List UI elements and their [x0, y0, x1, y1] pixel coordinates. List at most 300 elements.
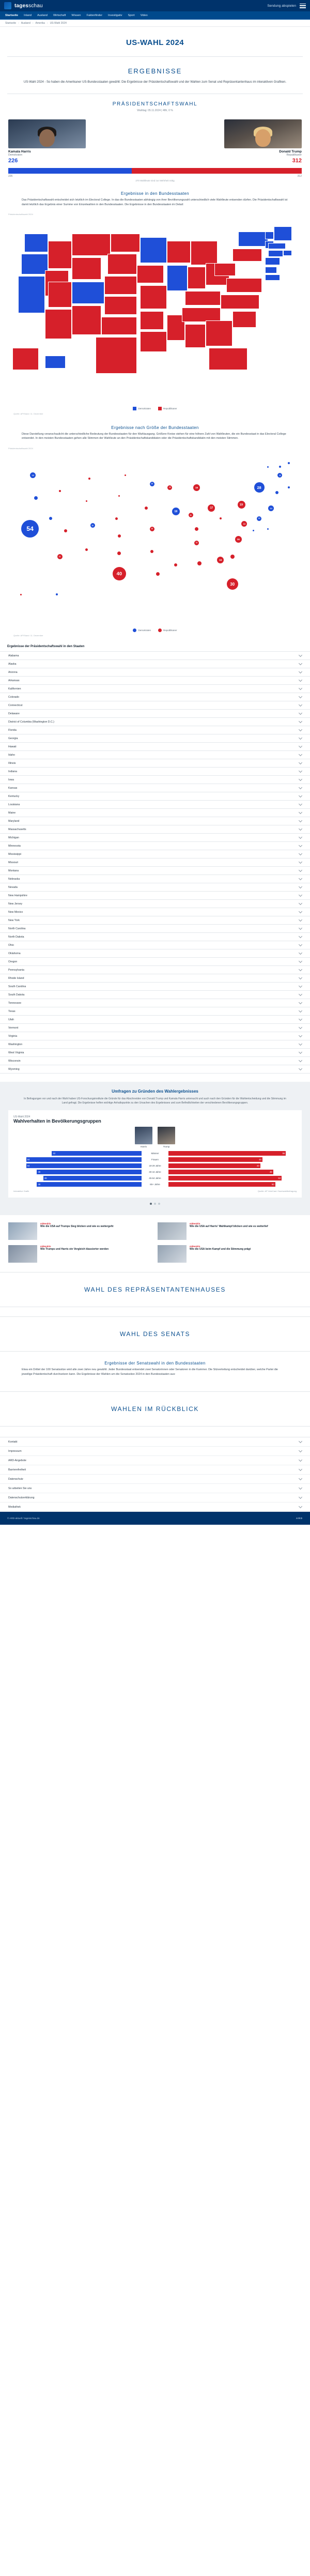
teaser-kicker: mittendrin	[190, 1222, 200, 1225]
teaser-title[interactable]: Wie die USA beim Kampf und die Stimmung prägt	[190, 1248, 251, 1251]
chevron-down-icon[interactable]	[299, 794, 302, 798]
chevron-down-icon[interactable]	[299, 769, 302, 773]
chevron-down-icon[interactable]	[299, 728, 302, 731]
state-name: West Virginia	[8, 1051, 24, 1054]
bubble-state-az[interactable]: 11	[57, 554, 63, 559]
footer-link[interactable]	[0, 1447, 310, 1456]
chevron-down-icon[interactable]	[299, 753, 302, 756]
teaser-2[interactable]	[8, 1245, 152, 1263]
map-state-ga[interactable]	[206, 320, 233, 346]
bubble-state-dc[interactable]	[253, 530, 254, 531]
candidate-votes: 312	[292, 157, 302, 164]
state-accordion-row[interactable]	[0, 1049, 310, 1057]
chevron-down-icon[interactable]	[299, 670, 302, 673]
footer-link[interactable]	[0, 1484, 310, 1493]
chevron-down-icon[interactable]	[299, 744, 302, 748]
bubble-state-ca[interactable]: 54	[21, 520, 39, 538]
bubble-state-co[interactable]: 10	[90, 523, 95, 528]
map-state-ca[interactable]	[18, 276, 45, 313]
chevron-down-icon[interactable]	[299, 1059, 302, 1062]
bubble-state-mo[interactable]: 10	[150, 527, 154, 531]
state-name: Michigan	[8, 836, 19, 839]
map-state-la[interactable]	[140, 331, 167, 351]
bubble-state-ar[interactable]	[150, 550, 153, 553]
state-accordion-row[interactable]	[0, 949, 310, 958]
footer-bottom	[0, 1512, 310, 1525]
state-accordion-row[interactable]	[0, 850, 310, 858]
state-accordion-row[interactable]	[0, 892, 310, 900]
map-state-ky[interactable]	[185, 291, 221, 306]
chevron-down-icon[interactable]	[299, 662, 302, 665]
state-accordion-row[interactable]	[0, 825, 310, 834]
map-state-in[interactable]	[188, 267, 206, 289]
bubble-state-il[interactable]: 19	[172, 508, 180, 515]
bubble-state-nv[interactable]	[49, 517, 52, 520]
map-state-me[interactable]	[274, 226, 292, 241]
state-accordion-row[interactable]	[0, 1007, 310, 1016]
state-accordion-row[interactable]	[0, 941, 310, 949]
bubble-state-in[interactable]: 11	[189, 513, 193, 517]
map-state-ia[interactable]	[137, 265, 164, 284]
chevron-down-icon[interactable]	[299, 1495, 302, 1499]
usa-bubble-map[interactable]	[0, 450, 310, 637]
map-state-mn[interactable]	[140, 237, 167, 263]
carousel-dot-1[interactable]	[150, 1203, 152, 1205]
chevron-down-icon[interactable]	[299, 1067, 302, 1070]
bubble-state-md[interactable]: 10	[257, 516, 261, 521]
breadcrumb-item-1[interactable]: Ausland	[21, 21, 30, 25]
state-accordion-row[interactable]	[0, 759, 310, 768]
results-headline: ERGEBNISSE	[128, 67, 182, 75]
bar-harris	[13, 1170, 142, 1174]
state-accordion-row[interactable]	[0, 685, 310, 693]
breadcrumb-sep-icon: ›	[18, 21, 19, 25]
chevron-down-icon[interactable]	[299, 1034, 302, 1037]
map-state-wi[interactable]	[167, 241, 191, 263]
bubble-state-ne[interactable]	[115, 517, 118, 520]
main-navigation[interactable]	[0, 11, 310, 20]
teaser-grid	[0, 1215, 310, 1263]
chevron-down-icon[interactable]	[299, 1505, 302, 1508]
chevron-down-icon[interactable]	[299, 943, 302, 946]
teaser-0[interactable]	[8, 1222, 152, 1240]
bubble-state-de[interactable]	[267, 528, 269, 530]
state-name: Oregon	[8, 960, 18, 963]
state-accordion-row[interactable]	[0, 875, 310, 883]
candidate-name: Kamala Harris	[8, 149, 31, 154]
bar-value: 54	[27, 1164, 30, 1168]
state-accordion-row[interactable]	[0, 776, 310, 784]
bubble-state-nm[interactable]	[85, 548, 88, 551]
map-state-sd[interactable]	[107, 254, 137, 274]
map-state-wa[interactable]	[24, 234, 48, 252]
state-accordion-row[interactable]	[0, 925, 310, 933]
state-accordion-row[interactable]	[0, 784, 310, 792]
chevron-down-icon[interactable]	[299, 926, 302, 930]
chevron-down-icon[interactable]	[299, 777, 302, 781]
footer-link[interactable]	[0, 1456, 310, 1465]
map-state-sc[interactable]	[233, 311, 256, 328]
teaser-title[interactable]: Wie die USA auf Harris' Wahlkampf blicken und wie es weiterlief	[190, 1225, 268, 1229]
state-accordion-row[interactable]	[0, 908, 310, 916]
banner-retro[interactable]: WAHLEN IM RÜCKBLICK	[0, 1391, 310, 1427]
bubble-state-nh[interactable]	[279, 466, 281, 468]
map-state-hi[interactable]	[45, 356, 66, 369]
nav-item-0[interactable]: Startseite	[5, 13, 19, 17]
chevron-down-icon[interactable]	[299, 703, 302, 707]
chevron-down-icon[interactable]	[299, 976, 302, 979]
bubble-state-mn[interactable]: 10	[150, 482, 154, 486]
state-accordion-row[interactable]	[0, 933, 310, 941]
bubble-state-ak[interactable]	[20, 594, 22, 595]
nav-item-4[interactable]: Wissen	[71, 13, 81, 17]
state-accordion-row[interactable]	[0, 652, 310, 660]
bubble-state-wv[interactable]	[220, 517, 222, 519]
map-state-mi[interactable]	[191, 241, 218, 265]
chevron-down-icon[interactable]	[299, 802, 302, 806]
site-brand[interactable]	[14, 3, 43, 9]
chevron-down-icon[interactable]	[299, 885, 302, 888]
state-accordion-row[interactable]	[0, 751, 310, 759]
chevron-down-icon[interactable]	[299, 844, 302, 847]
chevron-down-icon[interactable]	[299, 910, 302, 913]
chevron-down-icon[interactable]	[299, 819, 302, 822]
state-accordion-row[interactable]	[0, 1016, 310, 1024]
bar-category-label: 30-44 Jahre	[149, 1171, 161, 1174]
state-accordion-row[interactable]	[0, 900, 310, 908]
chevron-down-icon[interactable]	[299, 992, 302, 996]
map-state-ut[interactable]	[48, 282, 72, 308]
chevron-down-icon[interactable]	[299, 695, 302, 698]
state-accordion-row[interactable]	[0, 1040, 310, 1049]
state-accordion-row[interactable]	[0, 726, 310, 734]
footer-links[interactable]	[0, 1437, 310, 1512]
chevron-down-icon[interactable]	[299, 951, 302, 955]
chevron-down-icon[interactable]	[299, 653, 302, 657]
nav-item-1[interactable]: Inland	[24, 13, 32, 17]
bubble-state-or[interactable]	[34, 496, 38, 500]
brand-area[interactable]	[4, 2, 43, 9]
chevron-down-icon[interactable]	[299, 1467, 302, 1471]
state-accordion-row[interactable]	[0, 660, 310, 668]
map-state-ar[interactable]	[140, 311, 164, 330]
map-legend	[6, 404, 304, 411]
state-accordion-row[interactable]	[0, 842, 310, 850]
harris-portrait	[8, 119, 86, 148]
bubble-state-la[interactable]	[156, 572, 160, 576]
map-state-nm[interactable]	[72, 305, 102, 335]
state-name: Pennsylvania	[8, 968, 24, 972]
map-state-vt[interactable]	[265, 232, 274, 239]
teaser-thumbnail	[158, 1245, 187, 1263]
map-state-ri[interactable]	[283, 250, 292, 256]
map-state-fl[interactable]	[209, 348, 247, 370]
state-name: Ohio	[8, 943, 14, 947]
map-state-il[interactable]	[167, 265, 188, 291]
state-accordion-row[interactable]	[0, 718, 310, 726]
chevron-down-icon[interactable]	[299, 827, 302, 831]
banner-senate[interactable]: WAHL DES SENATS	[0, 1316, 310, 1352]
state-name: South Carolina	[8, 985, 26, 988]
bubble-state-ny[interactable]: 28	[254, 482, 265, 493]
ard-mark-icon: ARD	[296, 1517, 303, 1520]
map-state-md[interactable]	[265, 274, 280, 281]
bubble-state-wa[interactable]: 12	[30, 472, 36, 478]
bubble-state-ok[interactable]	[117, 551, 121, 555]
map-state-nc[interactable]	[221, 295, 259, 310]
state-accordion-row[interactable]	[0, 743, 310, 751]
card-footer-left[interactable]: Interaktive Grafik	[13, 1190, 29, 1193]
map-state-wy[interactable]	[72, 257, 102, 280]
presidential-subtitle: Wahltag: 05.11.2024 | 48h, 0 %	[137, 109, 173, 112]
state-accordion-row[interactable]	[0, 966, 310, 974]
chevron-down-icon[interactable]	[299, 877, 302, 880]
state-accordion-row[interactable]	[0, 834, 310, 842]
bubble-state-wi[interactable]: 10	[167, 485, 172, 490]
map-state-ny[interactable]	[238, 232, 268, 247]
chevron-down-icon[interactable]	[299, 786, 302, 789]
teaser-title[interactable]: Wie die USA auf Trumps Sieg blicken und wie es weitergeht	[40, 1225, 114, 1229]
chevron-down-icon[interactable]	[299, 1042, 302, 1046]
state-accordion-row[interactable]	[0, 701, 310, 710]
state-name: Idaho	[8, 753, 15, 757]
carousel-dot-3[interactable]	[158, 1203, 160, 1205]
chevron-down-icon[interactable]	[299, 1477, 302, 1480]
map-state-or[interactable]	[21, 254, 48, 274]
chevron-down-icon[interactable]	[299, 1486, 302, 1490]
chevron-down-icon[interactable]	[299, 1449, 302, 1452]
bubble-state-ky[interactable]	[195, 527, 198, 531]
state-accordion-row[interactable]	[0, 991, 310, 999]
carousel-dot-2[interactable]	[154, 1203, 156, 1205]
chevron-down-icon[interactable]	[299, 686, 302, 690]
map-state-mo[interactable]	[140, 285, 167, 309]
bar-value: 54	[27, 1158, 30, 1161]
chevron-down-icon[interactable]	[299, 678, 302, 682]
bar-value: 44	[259, 1158, 261, 1161]
state-name: Arkansas	[8, 679, 20, 682]
chevron-down-icon[interactable]	[299, 918, 302, 922]
chevron-down-icon[interactable]	[299, 736, 302, 740]
ard-logo-icon	[4, 2, 11, 9]
nav-item-8[interactable]: Video	[140, 13, 148, 17]
state-name: Wyoming	[8, 1067, 20, 1071]
bubble-state-ri[interactable]	[288, 486, 290, 488]
state-accordion-row[interactable]	[0, 817, 310, 825]
map-state-ct[interactable]	[268, 250, 283, 256]
bar-harris	[13, 1182, 142, 1187]
survey-card[interactable]	[8, 1110, 302, 1198]
nav-item-5[interactable]: Faktenfinder	[86, 13, 103, 17]
map-state-wv[interactable]	[214, 263, 235, 276]
bubble-state-mt[interactable]	[88, 478, 90, 480]
chevron-down-icon[interactable]	[299, 1050, 302, 1054]
bubble-state-nc[interactable]: 16	[235, 536, 242, 543]
nav-item-6[interactable]: Investigativ	[108, 13, 122, 17]
bubble-state-sd[interactable]	[118, 495, 120, 497]
bubble-state-ga[interactable]: 16	[217, 557, 224, 563]
state-accordion-row[interactable]	[0, 768, 310, 776]
candidate-votes: 226	[8, 157, 18, 164]
bubble-state-tx[interactable]: 40	[113, 567, 126, 580]
chevron-down-icon[interactable]	[299, 959, 302, 963]
states-accordion-title: Ergebnisse der Präsidentschaftswahl in den Staaten	[7, 645, 85, 649]
map-state-ok[interactable]	[101, 317, 137, 335]
usa-choropleth-map[interactable]	[0, 216, 310, 415]
map-state-ma[interactable]	[268, 243, 286, 249]
chevron-down-icon[interactable]	[299, 711, 302, 715]
chevron-down-icon[interactable]	[299, 852, 302, 855]
footer-link-label: Mediathek	[8, 1505, 21, 1509]
bubble-state-tn[interactable]: 11	[194, 541, 199, 545]
state-accordion-row[interactable]	[0, 693, 310, 701]
state-name: New York	[8, 918, 20, 922]
state-name: New Jersey	[8, 902, 23, 906]
chevron-down-icon[interactable]	[299, 835, 302, 839]
map-state-de[interactable]	[265, 267, 277, 273]
state-name: Vermont	[8, 1026, 19, 1030]
teaser-3[interactable]	[158, 1245, 302, 1263]
bubble-state-nj[interactable]: 14	[268, 505, 274, 511]
chevron-down-icon[interactable]	[299, 893, 302, 897]
chevron-down-icon[interactable]	[299, 719, 302, 723]
chevron-down-icon[interactable]	[299, 810, 302, 814]
candidate-trump	[224, 119, 302, 164]
state-name: Tennessee	[8, 1001, 22, 1005]
chevron-down-icon[interactable]	[299, 860, 302, 864]
states-accordion[interactable]	[0, 651, 310, 1074]
breadcrumb-item-2[interactable]: Amerika	[35, 21, 45, 25]
bubble-state-wy[interactable]	[86, 500, 87, 502]
map-state-ne[interactable]	[104, 276, 137, 295]
card-candidates	[13, 1127, 297, 1151]
state-accordion-row[interactable]	[0, 792, 310, 801]
chevron-down-icon[interactable]	[299, 1025, 302, 1029]
footer-link[interactable]	[0, 1465, 310, 1475]
teaser-1[interactable]	[158, 1222, 302, 1240]
bubble-state-al[interactable]	[197, 561, 202, 565]
state-accordion-row[interactable]	[0, 999, 310, 1007]
chevron-down-icon[interactable]	[299, 934, 302, 938]
chevron-down-icon[interactable]	[299, 1009, 302, 1013]
nav-item-2[interactable]: Ausland	[37, 13, 48, 17]
map-state-ak[interactable]	[12, 348, 39, 370]
map-state-tx[interactable]	[96, 337, 137, 374]
bar-value: 49	[269, 1171, 272, 1174]
footer-link-label: So arbeiten Sie uns	[8, 1486, 32, 1490]
chevron-down-icon[interactable]	[299, 868, 302, 872]
chevron-down-icon[interactable]	[299, 984, 302, 988]
trump-portrait	[224, 119, 302, 148]
bubble-state-fl[interactable]: 30	[227, 578, 238, 590]
chevron-down-icon[interactable]	[299, 1458, 302, 1462]
chevron-down-icon[interactable]	[299, 1439, 302, 1443]
map-state-id[interactable]	[48, 241, 72, 269]
breadcrumb-item-0[interactable]: Startseite	[5, 21, 17, 25]
bubble-state-ct[interactable]	[275, 491, 278, 494]
bubble-state-va[interactable]: 13	[241, 521, 247, 527]
footer-link[interactable]	[0, 1502, 310, 1512]
bubble-state-nd[interactable]	[125, 474, 126, 476]
bubble-state-id[interactable]	[59, 490, 61, 492]
hamburger-icon[interactable]	[300, 4, 306, 8]
play-broadcast-label[interactable]: Sendung abspielen	[267, 4, 296, 8]
map-state-nd[interactable]	[111, 234, 141, 252]
state-accordion-row[interactable]	[0, 1065, 310, 1074]
nav-item-3[interactable]: Wirtschaft	[53, 13, 66, 17]
bubble-state-pa[interactable]: 19	[238, 501, 245, 509]
map-state-ks[interactable]	[104, 296, 137, 315]
map-state-nj[interactable]	[265, 257, 280, 265]
bubble-state-ut[interactable]	[64, 529, 67, 532]
bubble-state-me[interactable]	[288, 462, 290, 464]
bubble-state-oh[interactable]: 17	[208, 504, 215, 512]
footer-link[interactable]	[0, 1475, 310, 1484]
carousel-dots[interactable]	[0, 1198, 310, 1205]
nav-item-7[interactable]: Sport	[128, 13, 135, 17]
state-accordion-row[interactable]	[0, 983, 310, 991]
map-state-va[interactable]	[226, 278, 262, 293]
teaser-title[interactable]: Wie Trumps und Harris ein Vergleich klassierter werden	[40, 1248, 109, 1251]
map-state-az[interactable]	[45, 309, 72, 339]
banner-house[interactable]: WAHL DES REPRÄSENTANTENHAUSES	[0, 1272, 310, 1307]
state-accordion-row[interactable]	[0, 958, 310, 966]
state-accordion-row[interactable]	[0, 858, 310, 867]
state-accordion-row[interactable]	[0, 734, 310, 743]
chevron-down-icon[interactable]	[299, 968, 302, 971]
bar-trump	[168, 1170, 297, 1174]
map-state-al[interactable]	[185, 324, 206, 348]
bubble-state-sc[interactable]	[230, 555, 235, 559]
state-accordion-row[interactable]	[0, 867, 310, 875]
state-accordion-row[interactable]	[0, 710, 310, 718]
state-accordion-row[interactable]	[0, 677, 310, 685]
map-state-pa[interactable]	[233, 249, 262, 262]
chevron-down-icon[interactable]	[299, 1017, 302, 1021]
state-accordion-row[interactable]	[0, 916, 310, 925]
map-block-title: Ergebnisse in den Bundesstaaten	[120, 191, 190, 196]
map-state-mt[interactable]	[72, 234, 111, 256]
legend-swatch-dem	[133, 407, 136, 410]
state-accordion-row[interactable]	[0, 1032, 310, 1040]
state-accordion-row[interactable]	[0, 1057, 310, 1065]
bubble-state-ks[interactable]	[118, 534, 121, 538]
bubble-state-mi[interactable]: 15	[193, 484, 200, 491]
card-kicker: US-Wahl 2024	[13, 1115, 30, 1119]
chevron-down-icon[interactable]	[299, 761, 302, 764]
footer-link[interactable]	[0, 1493, 310, 1502]
state-accordion-row[interactable]	[0, 801, 310, 809]
state-accordion-row[interactable]	[0, 809, 310, 817]
map-state-co[interactable]	[72, 282, 104, 304]
footer-link[interactable]	[0, 1437, 310, 1447]
chevron-down-icon[interactable]	[299, 1001, 302, 1004]
bubble-state-ms[interactable]	[174, 563, 177, 566]
bubble-state-ia[interactable]	[145, 507, 148, 510]
chevron-down-icon[interactable]	[299, 901, 302, 905]
bubble-state-ma[interactable]: 11	[277, 473, 282, 478]
state-accordion-row[interactable]	[0, 668, 310, 677]
bubble-state-hi[interactable]	[56, 593, 58, 595]
state-name: Montana	[8, 869, 19, 872]
map-block-text: Das Präsidentschaftswahl entscheidet sich letztlich im Electoral College. In das die Bundesstaaten abhängig von ihrer Bevölkerungszahl unterschiedlich viele Wahlleute entsenden dürfen. Die Präsidentschaftswahl ist damit letztlich das Ergebnis einer Summe von Einzelwahlen in den Bundesstaaten. Die Ergebnisse in den Bundesstaaten im Detail:	[22, 198, 288, 206]
breadcrumb-item-3: US-Wahl 2024	[50, 21, 67, 25]
state-accordion-row[interactable]	[0, 883, 310, 892]
state-accordion-row[interactable]	[0, 974, 310, 983]
state-accordion-row[interactable]	[0, 1024, 310, 1032]
state-name: Georgia	[8, 737, 18, 740]
bubble-state-vt[interactable]	[267, 466, 269, 468]
